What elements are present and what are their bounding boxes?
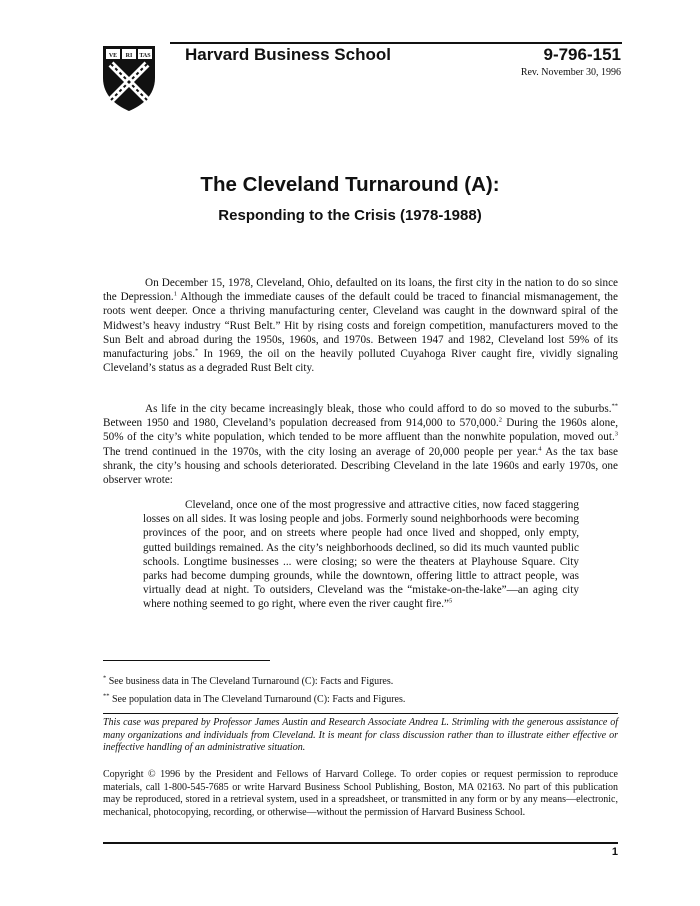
block-quote: [143, 498, 579, 612]
body-text: During the 1960s alone, 50% of the city’s white population, which tended to be more affluent than the nonwhite population, moved out.: [103, 417, 618, 444]
shield-book-text: RI: [125, 53, 133, 59]
quote-text: Cleveland, once one of the most progressive and attractive cities, now faced staggering losses on all sides. It was losing people and jobs. Formerly sound neighborhoods were becoming provinces of the poor, and on streets where people had once lived and shopped, only empty, gutted buildings remained. As the city’s neighborhoods declined, so did its much vaunted public schools. Longtime businesses ... were closing; so were the theaters at Playhouse Square. City parks had become dumping grounds, while the downtown, offering little to attract people, was virtually dead at night. To outsiders, Cleveland was the “mistake-on-the-lake”—an aging city where nothing seemed to go right, where even the river caught fire.”: [143, 499, 579, 611]
notice-rule: [103, 713, 618, 714]
footnote-ref: 5: [449, 597, 453, 605]
body-paragraph-2: [103, 402, 618, 487]
body-text: In 1969, the oil on the heavily polluted Cuyahoga River caught fire, vividly signaling Cleveland’s status as a degraded Rust Belt city.: [103, 348, 619, 375]
footnote-text: See business data in The Cleveland Turnaround (C): Facts and Figures.: [106, 676, 394, 687]
case-title: The Cleveland Turnaround (A):: [200, 173, 500, 196]
footnote-ref: **: [611, 402, 618, 410]
preparation-note: This case was prepared by Professor James Austin and Research Associate Andrea L. Strimling with the generous assistance of many organizations and individuals from Cleveland. It is meant for class discussion rather than to illustrate either effective or ineffective handling of an administrative situation.: [103, 717, 618, 753]
case-subtitle: Responding to the Crisis (1978-1988): [218, 207, 482, 224]
copyright-notice: Copyright © 1996 by the President and Fellows of Harvard College. To order copies or request permission to reproduce materials, call 1-800-545-7685 or write Harvard Business School Publishing, Boston, MA 02163. No part of this publication may be reproduced, stored in a retrieval system, used in a spreadsheet, or transmitted in any form or by any means—electronic, mechanical, photocopying, recording, or otherwise—without the permission of Harvard Business School.: [103, 769, 618, 818]
shield-book-text: TAS: [139, 53, 151, 59]
footnote-ref: 2: [498, 416, 502, 424]
footnote-ref: *: [195, 347, 199, 355]
body-text: As life in the city became increasingly bleak, those who could afford to do so moved to the suburbs.: [145, 403, 612, 415]
footnote-ref: 1: [173, 290, 177, 298]
header-rule: [170, 42, 622, 44]
footnote-1: [103, 676, 618, 688]
footnote-mark: *: [103, 674, 107, 682]
footer-rule: [103, 842, 618, 844]
body-text: The trend continued in the 1970s, with the city losing an average of 20,000 people per year.: [103, 445, 539, 458]
footnote-ref: 3: [614, 430, 618, 438]
harvard-shield-logo: [101, 44, 157, 112]
body-paragraph-1: [103, 276, 618, 375]
footnote-mark: **: [103, 692, 110, 700]
case-number: 9-796-151: [543, 45, 621, 64]
body-text: Although the immediate causes of the default could be traced to financial mismanagement, the roots went deeper. Once a thriving manufacturing center, Cleveland was caught in the downward spiral of the Midwest’s heavy industry “Rust Belt.” Hit by rising costs and foreign competition, manufacturers moved to the Sun Belt and abroad during the 1950s, 1960s, and 1970s. Between 1947 and 1982, Cleveland lost 59% of its manufacturing jobs.: [103, 291, 618, 361]
shield-book-text: VE: [108, 53, 118, 59]
body-text: As the tax base shrank, the city’s housing and schools deteriorated. Describing Cleveland in the late 1960s and early 1970s, one observer wrote:: [103, 445, 619, 487]
footnote-rule: [103, 660, 270, 661]
footnote-2: [103, 694, 618, 706]
body-text: On December 15, 1978, Cleveland, Ohio, defaulted on its loans, the first city in the nation to do so since the Depression.: [103, 277, 618, 304]
school-name: Harvard Business School: [185, 45, 391, 64]
revision-date: Rev. November 30, 1996: [520, 67, 621, 78]
page-number: 1: [611, 846, 618, 858]
footnote-text: See population data in The Cleveland Turnaround (C): Facts and Figures.: [109, 694, 406, 705]
footnote-ref: 4: [538, 444, 542, 452]
body-text: Between 1950 and 1980, Cleveland’s population decreased from 914,000 to 570,000.: [103, 417, 499, 430]
